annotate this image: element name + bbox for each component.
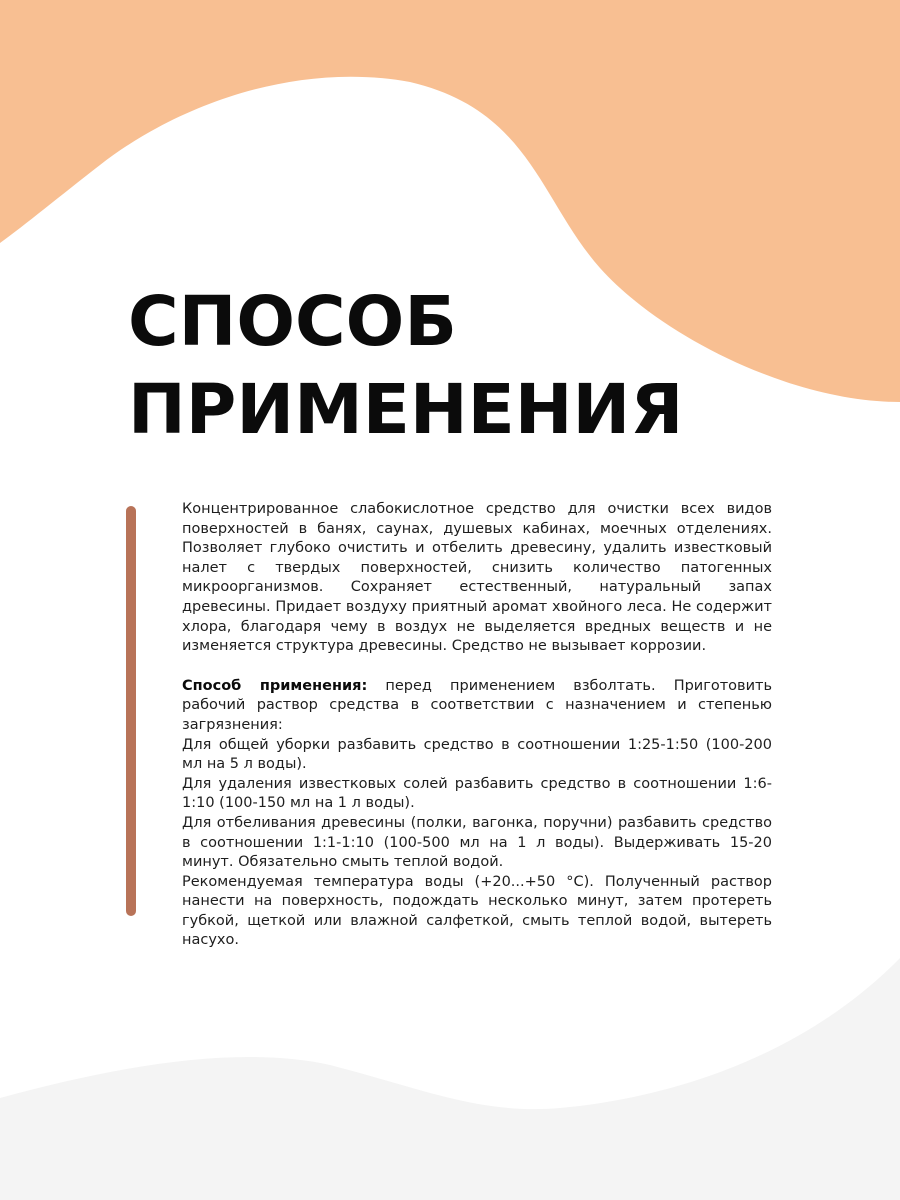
temperature-paragraph: Рекомендуемая температура воды (+20...+50 °С). Полученный раствор нанести на поверхность, подождать несколько минут, затем протереть губкой, щеткой или влажной салфеткой, смыть теплой водой, вытереть насухо. xyxy=(182,873,772,949)
general-cleaning-paragraph: Для общей уборки разбавить средство в соотношении 1:25-1:50 (100-200 мл на 5 л воды). xyxy=(182,736,772,773)
title-line-2: ПРИМЕНЕНИЯ xyxy=(128,370,684,450)
accent-bar xyxy=(126,506,136,916)
content-block xyxy=(182,500,772,951)
usage-label: Способ применения: xyxy=(182,677,368,694)
limescale-paragraph: Для удаления известковых солей разбавить средство в соотношении 1:6-1:10 (100-150 мл на 1 л воды). xyxy=(182,775,772,812)
usage-text: перед применением взболтать. Приготовить рабочий раствор средства в соответствии с назначением и степенью загрязнения: xyxy=(182,677,772,733)
usage-paragraph xyxy=(182,677,772,736)
page-title xyxy=(128,278,683,454)
bleaching-paragraph: Для отбеливания древесины (полки, вагонка, поручни) разбавить средство в соотношении 1:1-1:10 (100-500 мл на 1 л воды). Выдерживать 15-20 минут. Обязательно смыть теплой водой. xyxy=(182,814,772,871)
gray-wave-shape xyxy=(0,958,900,1200)
intro-paragraph: Концентрированное слабокислотное средство для очистки всех видов поверхностей в банях, саунах, душевых кабинах, моечных отделениях. Позволяет глубоко очистить и отбелить древесину, удалить известковый налет с твердых поверхностей, снизить количество патогенных микроорганизмов. Сохраняет естественный, натуральный запах древесины. Придает воздуху приятный аромат хвойного леса. Не содержит хлора, благодаря чему в воздух не выделяется вредных веществ и не изменяется структура древесины. Средство не вызывает коррозии. xyxy=(182,501,772,655)
title-line-1: СПОСОБ xyxy=(128,282,457,362)
